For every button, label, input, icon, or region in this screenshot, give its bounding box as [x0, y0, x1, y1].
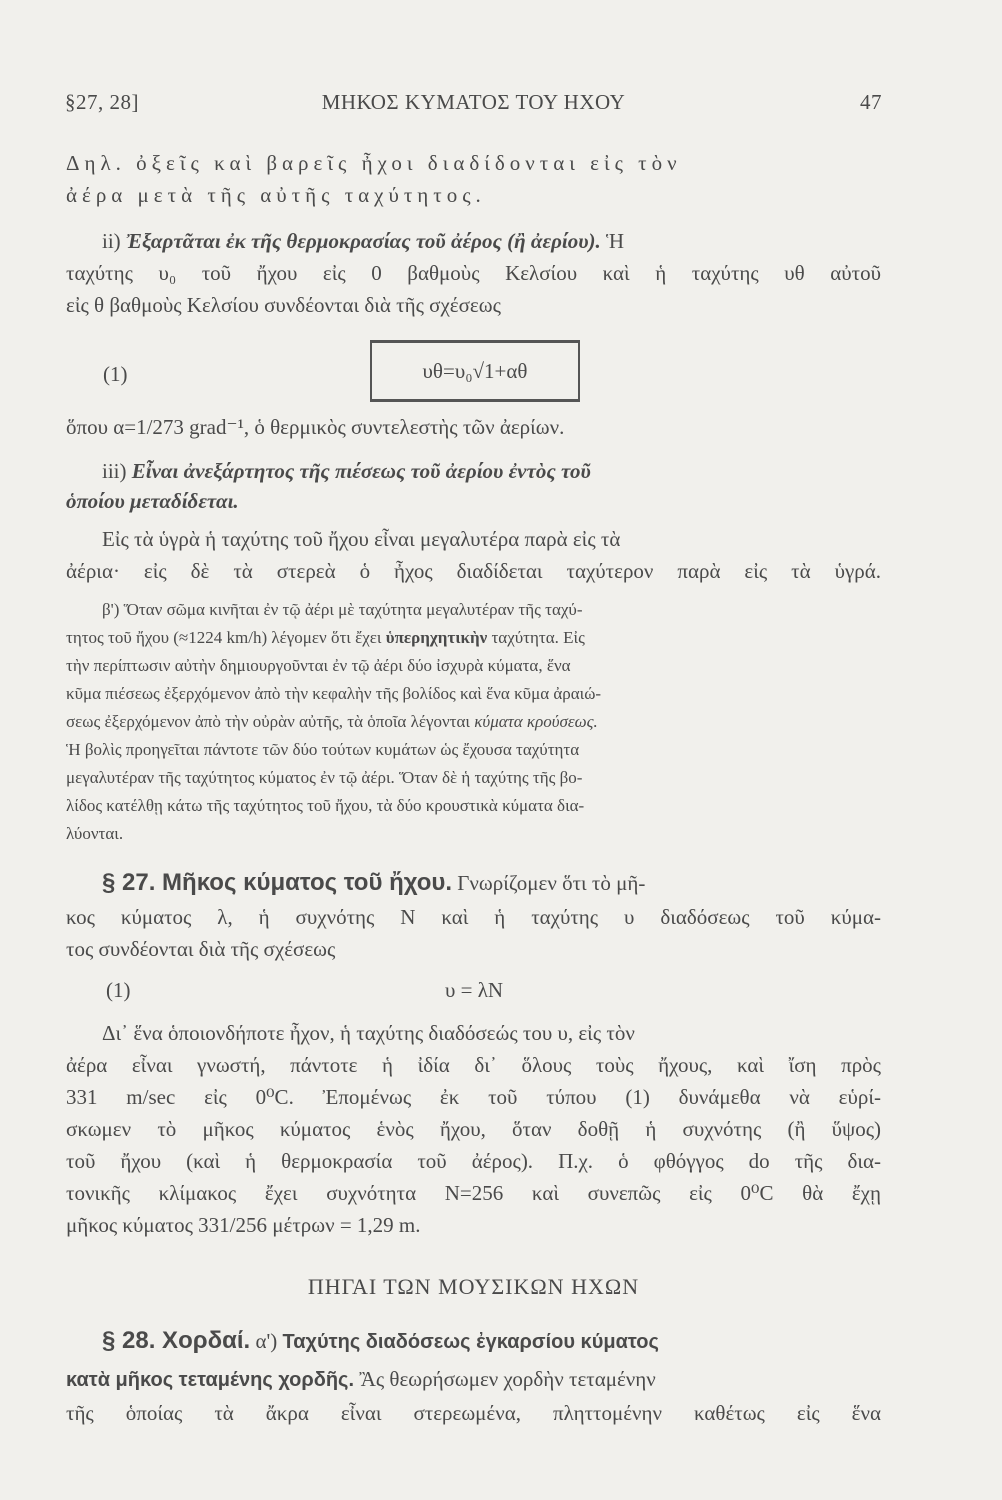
item-label: iii): [102, 459, 132, 483]
italic-term: κύματα κρούσεως.: [474, 712, 598, 731]
section-title: Μῆκος κύματος τοῦ ἤχου.: [155, 869, 452, 896]
text-line: [66, 1364, 881, 1395]
section-number: § 27.: [102, 869, 156, 896]
text-span: ταχύτητα. Εἰς: [487, 628, 585, 647]
small-text-line: κῦμα πιέσεως ἐξερχόμενον ἀπὸ τὴν κεφαλὴν τῆς βολίδος καὶ ἕνα κῦμα ἀραιώ-: [66, 684, 602, 703]
text-line: κος κύματος λ, ἡ συχνότης Ν καὶ ἡ ταχύτης υ διαδόσεως τοῦ κύμα-: [66, 905, 881, 929]
item-title: Εἶναι ἀνεξάρτητος τῆς πιέσεως τοῦ ἀερίου ἐντὸς τοῦ: [131, 459, 591, 483]
section-title-centered: ΠΗΓΑΙ ΤΩΝ ΜΟΥΣΙΚΩΝ ΗΧΩΝ: [307, 1274, 640, 1299]
text-line: [66, 456, 881, 486]
page-number: 47: [860, 90, 882, 114]
equation-number: (1): [106, 978, 131, 1002]
text-line: σκωμεν τὸ μῆκος κύματος ἑνὸς ἤχου, ὅταν δοθῇ ἡ συχνότης (ἢ ὕψος): [66, 1117, 881, 1141]
text-line: ὁποίου μεταδίδεται.: [66, 489, 239, 513]
text-line: ἀέρα εἶναι γνωστή, πάντοτε ἡ ἰδία δι᾽ ὅλους τοὺς ἤχους, καὶ ἴση πρὸς: [66, 1053, 881, 1077]
text-line: Εἰς τὰ ὑγρὰ ἡ ταχύτης τοῦ ἤχου εἶναι μεγαλυτέρα παρὰ εἰς τὰ: [102, 527, 621, 551]
text-line: ἀέρια· εἰς δὲ τὰ στερεὰ ὁ ἦχος διαδίδεται ταχύτερον παρὰ εἰς τὰ ὑγρά.: [66, 559, 881, 583]
section-number: § 28.: [102, 1327, 156, 1354]
item-label: ii): [102, 229, 126, 253]
text-line: τος συνδέονται διὰ τῆς σχέσεως: [66, 937, 336, 961]
text-line: ἀέρα μετὰ τῆς αὐτῆς ταχύτητος.: [66, 183, 486, 207]
section-heading-line: [66, 1326, 881, 1357]
page-header: [65, 90, 882, 118]
section-heading-line: [66, 868, 881, 898]
small-text-line: β') Ὅταν σῶμα κινῆται ἐν τῷ ἀέρι μὲ ταχύτητα μεγαλυτέραν τῆς ταχύ-: [102, 600, 583, 619]
small-text-line: μεγαλυτέραν τῆς ταχύτητος κύματος ἐν τῷ ἀέρι. Ὅταν δὲ ἡ ταχύτης τῆς βο-: [66, 768, 583, 787]
equation-formula: υθ=υ₀√1+αθ: [422, 358, 528, 383]
small-text-line: [66, 624, 881, 651]
text-span: Γνωρίζομεν ὅτι τὸ μῆ-: [452, 871, 646, 895]
text-span: Ἂς θεωρήσωμεν χορδὴν τεταμένην: [354, 1367, 656, 1391]
small-text-line: Ἡ βολὶς προηγεῖται πάντοτε τῶν δύο τούτων κυμάτων ὡς ἔχουσα ταχύτητα: [66, 740, 580, 759]
bold-term: ὑπερηχητικὴν: [385, 628, 488, 647]
text-span: σεως ἐξερχόμενον ἀπὸ τὴν οὐρὰν αὐτῆς, τὰ ὁποῖα λέγονται: [66, 712, 475, 731]
header-section-ref: §27, 28]: [65, 90, 139, 114]
text-line: ὅπου α=1/273 grad⁻¹, ὁ θερμικὸς συντελεστὴς τῶν ἀερίων.: [66, 415, 565, 439]
text-line: τῆς ὁποίας τὰ ἄκρα εἶναι στερεωμένα, πληττομένην καθέτως εἰς ἕνα: [66, 1401, 881, 1425]
boxed-equation: [370, 340, 580, 402]
section-title: Χορδαί.: [155, 1327, 251, 1354]
text-line: Δηλ. ὀξεῖς καὶ βαρεῖς ἦχοι διαδίδονται εἰς τὸν: [66, 151, 682, 175]
small-text-line: [66, 708, 881, 735]
text-line: Δι᾽ ἕνα ὁποιονδήποτε ἦχον, ἡ ταχύτης διαδόσεώς του υ, εἰς τὸν: [102, 1021, 635, 1045]
text-span: τητος τοῦ ἤχου (≈1224 km/h) λέγομεν ὅτι ἔχει: [66, 628, 386, 647]
text-line: εἰς θ βαθμοὺς Κελσίου συνδέονται διὰ τῆς σχέσεως: [66, 293, 501, 317]
equation-number: (1): [103, 362, 128, 386]
sub-title: κατὰ μῆκος τεταμένης χορδῆς.: [66, 1369, 354, 1391]
text-span: Ἡ: [600, 229, 625, 253]
item-title: Ἐξαρτᾶται ἐκ τῆς θερμοκρασίας τοῦ ἀέρος (ἢ ἀερίου).: [125, 229, 601, 253]
small-text-line: λίδος κατέλθῃ κάτω τῆς ταχύτητος τοῦ ἤχου, τὰ δύο κρουστικὰ κύματα δια-: [66, 796, 585, 815]
text-line: ταχύτης υ₀ τοῦ ἤχου εἰς 0 βαθμοὺς Κελσίου καὶ ἡ ταχύτης υθ αὐτοῦ: [66, 261, 881, 285]
sub-title: Ταχύτης διαδόσεως ἐγκαρσίου κύματος: [282, 1331, 659, 1353]
equation-formula: υ = λΝ: [445, 978, 504, 1002]
text-line: τοῦ ἤχου (καὶ ἡ θερμοκρασία τοῦ ἀέρος). Π.χ. ὁ φθόγγος do τῆς δια-: [66, 1149, 881, 1173]
small-text-line: λύονται.: [66, 824, 124, 843]
text-line: 331 m/sec εἰς 0⁰C. Ἐπομένως ἐκ τοῦ τύπου (1) δυνάμεθα νὰ εὑρί-: [66, 1085, 881, 1109]
small-text-line: τὴν περίπτωσιν αὐτὴν δημιουργοῦνται ἐν τῷ ἀέρι δύο ἰσχυρὰ κύματα, ἕνα: [66, 656, 571, 675]
sub-label: α'): [250, 1329, 283, 1353]
text-line: μῆκος κύματος 331/256 μέτρων = 1,29 m.: [66, 1213, 421, 1237]
text-line: [66, 226, 881, 256]
text-line: τονικῆς κλίμακος ἔχει συχνότητα Ν=256 καὶ συνεπῶς εἰς 0⁰C θὰ ἔχῃ: [66, 1181, 881, 1205]
header-title: ΜΗΚΟΣ ΚΥΜΑΤΟΣ ΤΟΥ ΗΧΟΥ: [321, 90, 626, 114]
